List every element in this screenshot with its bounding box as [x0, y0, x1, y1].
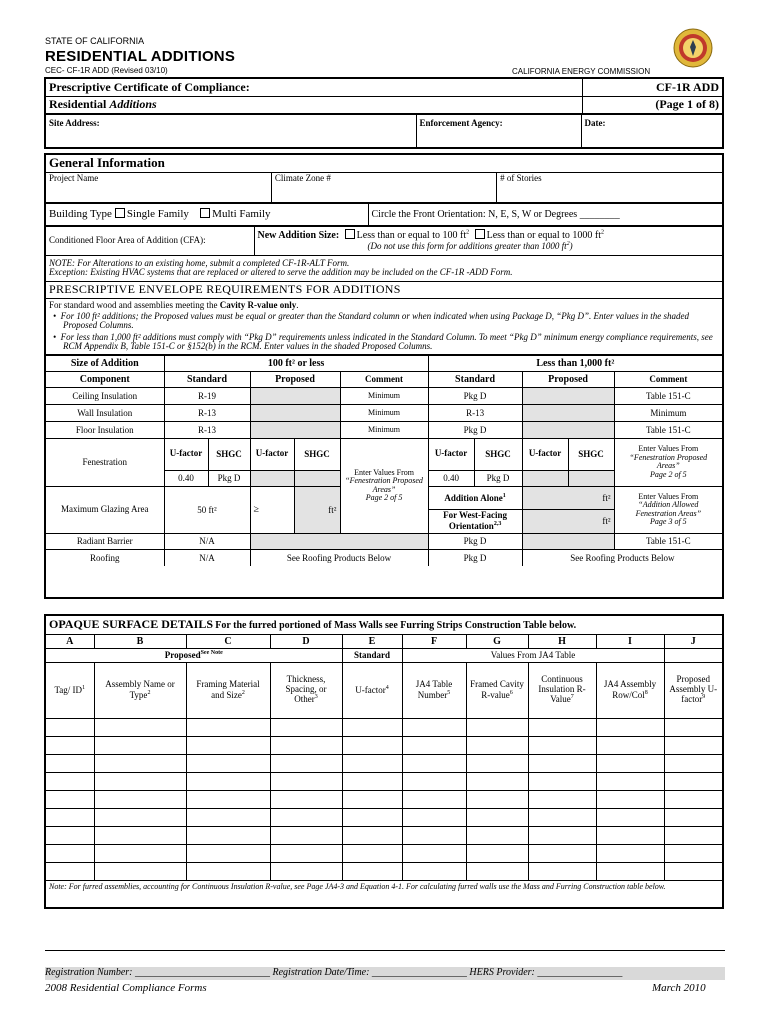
- entry-cell[interactable]: [342, 754, 402, 772]
- entry-cell[interactable]: [402, 808, 466, 826]
- table-row: [46, 844, 722, 862]
- entry-cell[interactable]: [342, 862, 402, 880]
- envelope-heading: PRESCRIPTIVE ENVELOPE REQUIREMENTS FOR ADDITIONS: [46, 281, 722, 298]
- proposed-input[interactable]: [522, 387, 614, 404]
- footer-divider: [45, 950, 725, 951]
- table-row: [46, 754, 722, 772]
- state-seal-logo: [673, 28, 713, 68]
- entry-cell[interactable]: [402, 844, 466, 862]
- building-type-row: Building Type Single Family Multi Family: [46, 203, 368, 225]
- entry-cell[interactable]: [270, 736, 342, 754]
- opaque-heading: OPAQUE SURFACE DETAILS For the furred portioned of Mass Walls see Furring Strips Construction Table below.: [46, 616, 722, 634]
- entry-cell[interactable]: [94, 826, 186, 844]
- entry-cell[interactable]: [466, 754, 528, 772]
- single-family-checkbox[interactable]: [115, 208, 125, 218]
- climate-zone-field[interactable]: Climate Zone #: [271, 172, 496, 202]
- addition-alone-input[interactable]: ft²: [522, 486, 614, 509]
- entry-cell[interactable]: [466, 862, 528, 880]
- col-standard-1000: Standard: [428, 371, 522, 387]
- entry-cell[interactable]: [186, 862, 270, 880]
- entry-cell[interactable]: [94, 736, 186, 754]
- entry-cell[interactable]: [664, 754, 722, 772]
- entry-cell[interactable]: [342, 790, 402, 808]
- table-row: [46, 718, 722, 736]
- entry-cell[interactable]: [94, 808, 186, 826]
- entry-cell[interactable]: [186, 754, 270, 772]
- entry-cell[interactable]: [664, 718, 722, 736]
- entry-cell[interactable]: [46, 790, 94, 808]
- entry-cell[interactable]: [664, 862, 722, 880]
- envelope-instructions: For standard wood and assemblies meeting the Cavity R-value only. • For 100 ft² additions; the Proposed values must be equal or greater than the Standard column or when indicated when using Package D, “Pkg D”. Enter values in the shaded Proposed Columns. • For less than 1,000 ft² additions must comply with “Pkg D” requirements unless indicated in the Standard Column. To meet “Pkg D” minimum energy compliance requirements, see RCM Appendix B, Table 151-C or §152(b) in the RCM. Enter values in the shaded Proposed Columns.: [46, 298, 722, 354]
- entry-cell[interactable]: [270, 808, 342, 826]
- entry-cell[interactable]: [528, 844, 596, 862]
- entry-cell[interactable]: [596, 862, 664, 880]
- entry-cell[interactable]: [186, 772, 270, 790]
- entry-cell[interactable]: [664, 790, 722, 808]
- alteration-notes: NOTE: For Alterations to an existing home, submit a completed CF-1R-ALT Form. Exception: Existing HVAC systems that are replaced or altered to serve the addition may be included on the CF-1R -ADD Form.: [46, 255, 722, 281]
- proposed-group-header: Proposed$^{See Note}$: [46, 648, 342, 662]
- form-header-box: [44, 77, 724, 149]
- entry-cell[interactable]: [186, 736, 270, 754]
- entry-cell[interactable]: [664, 772, 722, 790]
- entry-cell[interactable]: [596, 844, 664, 862]
- stories-field[interactable]: # of Stories: [497, 172, 722, 202]
- entry-cell[interactable]: [596, 736, 664, 754]
- entry-cell[interactable]: [466, 736, 528, 754]
- page-number: (Page 1 of 8): [582, 96, 722, 113]
- general-heading: General Information: [46, 155, 722, 172]
- ceiling-insulation-row: Ceiling Insulation R-19 Minimum Pkg D Table 151-C: [46, 387, 722, 404]
- entry-cell[interactable]: [402, 772, 466, 790]
- entry-cell[interactable]: [186, 718, 270, 736]
- glazing-comment: Enter Values From “Addition Allowed Fenestration Areas” Page 3 of 5: [614, 486, 722, 533]
- form-subtitle: Residential Additions: [46, 96, 582, 113]
- entry-cell[interactable]: [466, 844, 528, 862]
- entry-cell[interactable]: [402, 790, 466, 808]
- table-row: [46, 772, 722, 790]
- floor-insulation-row: Floor Insulation R-13 Minimum Pkg D Table 151-C: [46, 421, 722, 438]
- entry-cell[interactable]: [94, 844, 186, 862]
- entry-cell[interactable]: [46, 844, 94, 862]
- entry-cell[interactable]: [270, 844, 342, 862]
- agency-name: CALIFORNIA ENERGY COMMISSION: [512, 67, 651, 76]
- general-information-section: [44, 153, 724, 599]
- proposed-input[interactable]: [250, 533, 428, 549]
- entry-cell[interactable]: [342, 772, 402, 790]
- table-row: [46, 790, 722, 808]
- new-addition-size: New Addition Size: Less than or equal to 100 $ft^2$ Less than or equal to 1000 $ft^2$ (Do not use this form for additions greater than 1000 $ft^2$): [254, 226, 722, 255]
- proposed-u-factor-input[interactable]: [522, 470, 568, 486]
- entry-cell[interactable]: [94, 718, 186, 736]
- entry-cell[interactable]: [46, 772, 94, 790]
- enforcement-agency-field[interactable]: Enforcement Agency:: [416, 114, 581, 148]
- site-address-field[interactable]: Site Address:: [46, 114, 416, 148]
- entry-cell[interactable]: [402, 736, 466, 754]
- entry-cell[interactable]: [596, 754, 664, 772]
- state-label: STATE OF CALIFORNIA: [45, 36, 145, 46]
- entry-cell[interactable]: [270, 862, 342, 880]
- glazing-area-input[interactable]: ft²: [294, 486, 340, 533]
- entry-cell[interactable]: [270, 754, 342, 772]
- glazing-row: Maximum Glazing Area 50 ft² ≥ ft² Addition Alone$^1$ ft² Enter Values From “Addition Allowed Fenestration Areas” Page 3 of 5: [46, 486, 722, 509]
- size-1000-checkbox[interactable]: [475, 229, 485, 239]
- fenestration-comment-1000: Enter Values From “Fenestration Proposed Areas” Page 2 of 5: [614, 438, 722, 486]
- size-100-checkbox[interactable]: [345, 229, 355, 239]
- entry-cell[interactable]: [664, 736, 722, 754]
- entry-cell[interactable]: [402, 718, 466, 736]
- entry-cell[interactable]: [46, 862, 94, 880]
- entry-cell[interactable]: [528, 718, 596, 736]
- form-revision: CEC- CF-1R ADD (Revised 03/10): [45, 66, 168, 75]
- footer-forms-title: 2008 Residential Compliance Forms: [45, 982, 207, 994]
- proposed-input[interactable]: [522, 421, 614, 438]
- entry-cell[interactable]: [596, 790, 664, 808]
- project-name-field[interactable]: Project Name: [46, 172, 271, 202]
- entry-cell[interactable]: [342, 736, 402, 754]
- entry-cell[interactable]: [664, 808, 722, 826]
- col-comment-1000: Comment: [614, 371, 722, 387]
- entry-cell[interactable]: [528, 826, 596, 844]
- entry-cell[interactable]: [94, 754, 186, 772]
- entry-cell[interactable]: [94, 790, 186, 808]
- entry-cell[interactable]: [270, 772, 342, 790]
- size-100-header: 100 ft² or less: [164, 355, 428, 371]
- col-standard-100: Standard: [164, 371, 250, 387]
- entry-cell[interactable]: [342, 808, 402, 826]
- col-comment-100: Comment: [340, 371, 428, 387]
- form-title: Prescriptive Certificate of Compliance:: [46, 79, 582, 96]
- document-title: RESIDENTIAL ADDITIONS: [45, 48, 236, 65]
- opaque-surface-section: [44, 614, 724, 909]
- entry-cell[interactable]: [270, 790, 342, 808]
- table-row: [46, 736, 722, 754]
- entry-cell[interactable]: [94, 772, 186, 790]
- entry-cell[interactable]: [466, 718, 528, 736]
- entry-cell[interactable]: [596, 808, 664, 826]
- front-orientation-field[interactable]: Circle the Front Orientation: N, E, S, W or Degrees ________: [368, 203, 722, 225]
- date-field[interactable]: Date:: [581, 114, 722, 148]
- envelope-table: Size of Addition 100 ft² or less Less than 1,000 ft² Component Standard Proposed Comment Standard Proposed Comment Ceiling Insulation R-19 Minimum Pkg D Table 151-C Wall Insulation R-13 Minimum R-13 Minimum Floor Insulation R-13 Minimum Pkg D Table 151-C Fenestration U-factor SHGC U-factor SHGC Enter Values From “Fenestration Proposed Areas” Page 2 of 5 U-factor SHGC U-factor SHGC Enter Values From “Fenestration Proposed Areas” Page 2 of 5 0.40 Pkg D 0.40 Pkg D Maximum Glazing Area 50 ft² ≥ ft² Addition Alone$^1$ ft² Enter Values From “Addition Allowed Fenestration Areas” Page 3 of 5 For West-Facing Orientation$^{2,3}$ ft² Radiant Barrier N/A Pkg D Table 151-C Roofing N/A See Roofing Products Below Pkg D See Roofing Products Below: [46, 355, 722, 567]
- entry-cell[interactable]: [46, 718, 94, 736]
- entry-cell[interactable]: [596, 826, 664, 844]
- entry-cell[interactable]: [270, 718, 342, 736]
- proposed-input[interactable]: [250, 387, 340, 404]
- proposed-input[interactable]: [522, 533, 614, 549]
- entry-cell[interactable]: [664, 844, 722, 862]
- proposed-shgc-input[interactable]: [294, 470, 340, 486]
- entry-cell[interactable]: [46, 826, 94, 844]
- multi-family-checkbox[interactable]: [200, 208, 210, 218]
- entry-cell[interactable]: [596, 772, 664, 790]
- entry-cell[interactable]: [186, 790, 270, 808]
- proposed-input[interactable]: [250, 421, 340, 438]
- entry-cell[interactable]: [270, 826, 342, 844]
- entry-cell[interactable]: [402, 754, 466, 772]
- entry-cell[interactable]: [186, 844, 270, 862]
- opaque-note: Note: For furred assemblies, accounting for Continuous Insulation R-value, see Page JA4-3 and Equation 4-1. For calculating furred walls use the Mass and Furring Construction table below.: [46, 880, 722, 905]
- table-row: [46, 808, 722, 826]
- registration-bar: Registration Number: ___________________________ Registration Date/Time: ___________________ HERS Provider: _________________: [45, 967, 725, 980]
- fenestration-comment-100: Enter Values From “Fenestration Proposed Areas” Page 2 of 5: [340, 438, 428, 533]
- table-row: [46, 826, 722, 844]
- entry-cell[interactable]: [664, 826, 722, 844]
- entry-cell[interactable]: [46, 808, 94, 826]
- entry-cell[interactable]: [342, 844, 402, 862]
- entry-cell[interactable]: [402, 862, 466, 880]
- fenestration-row: Fenestration U-factor SHGC U-factor SHGC Enter Values From “Fenestration Proposed Areas” Page 2 of 5 U-factor SHGC U-factor SHGC Enter Values From “Fenestration Proposed Areas” Page 2 of 5: [46, 438, 722, 470]
- opaque-surface-table: [46, 616, 722, 905]
- proposed-shgc-input[interactable]: [568, 470, 614, 486]
- entry-cell[interactable]: [466, 772, 528, 790]
- entry-cell[interactable]: [342, 826, 402, 844]
- roofing-row: Roofing N/A See Roofing Products Below Pkg D See Roofing Products Below: [46, 549, 722, 566]
- proposed-u-factor-input[interactable]: [250, 470, 294, 486]
- entry-cell[interactable]: [46, 754, 94, 772]
- entry-cell[interactable]: [186, 808, 270, 826]
- size-1000-header: Less than 1,000 ft²: [428, 355, 722, 371]
- entry-cell[interactable]: [528, 736, 596, 754]
- entry-cell[interactable]: [186, 826, 270, 844]
- wall-insulation-row: Wall Insulation R-13 Minimum R-13 Minimum: [46, 404, 722, 421]
- radiant-barrier-row: Radiant Barrier N/A Pkg D Table 151-C: [46, 533, 722, 549]
- entry-cell[interactable]: [46, 736, 94, 754]
- proposed-input[interactable]: [522, 404, 614, 421]
- entry-cell[interactable]: [528, 754, 596, 772]
- entry-cell[interactable]: [342, 718, 402, 736]
- opaque-column-headers: Tag/ $ID^1$ Assembly Name or Type$^2$ Framing Material and Size$^2$ Thickness, Spacing, or Other$^3$ U-factor$^4$ JA4 Table Number$^5$ Framed Cavity R-value$^6$ Continuous Insulation R-Value$^7$ JA4 Assembly Row/Col$^8$ Proposed Assembly U-factor$^9$: [46, 662, 722, 718]
- proposed-input[interactable]: [250, 404, 340, 421]
- cfa-field[interactable]: Conditioned Floor Area of Addition (CFA):: [46, 226, 254, 255]
- col-proposed-1000: Proposed: [522, 371, 614, 387]
- col-proposed-100: Proposed: [250, 371, 340, 387]
- entry-cell[interactable]: [402, 826, 466, 844]
- entry-cell[interactable]: [528, 772, 596, 790]
- column-letters-row: A B C D E F G H I J: [46, 634, 722, 648]
- col-component: Component: [46, 371, 164, 387]
- footer-date: March 2010: [652, 982, 706, 994]
- standard-group-header: Standard: [342, 648, 402, 662]
- entry-cell[interactable]: [596, 718, 664, 736]
- entry-cell[interactable]: [94, 862, 186, 880]
- entry-cell[interactable]: [528, 808, 596, 826]
- entry-cell[interactable]: [466, 790, 528, 808]
- form-code: CF-1R ADD: [582, 79, 722, 96]
- entry-cell[interactable]: [466, 826, 528, 844]
- size-of-addition-label: Size of Addition: [46, 355, 164, 371]
- entry-cell[interactable]: [466, 808, 528, 826]
- entry-cell[interactable]: [528, 790, 596, 808]
- west-facing-input[interactable]: ft²: [522, 509, 614, 533]
- entry-cell[interactable]: [528, 862, 596, 880]
- table-row: [46, 862, 722, 880]
- ja4-group-header: Values From JA4 Table: [402, 648, 664, 662]
